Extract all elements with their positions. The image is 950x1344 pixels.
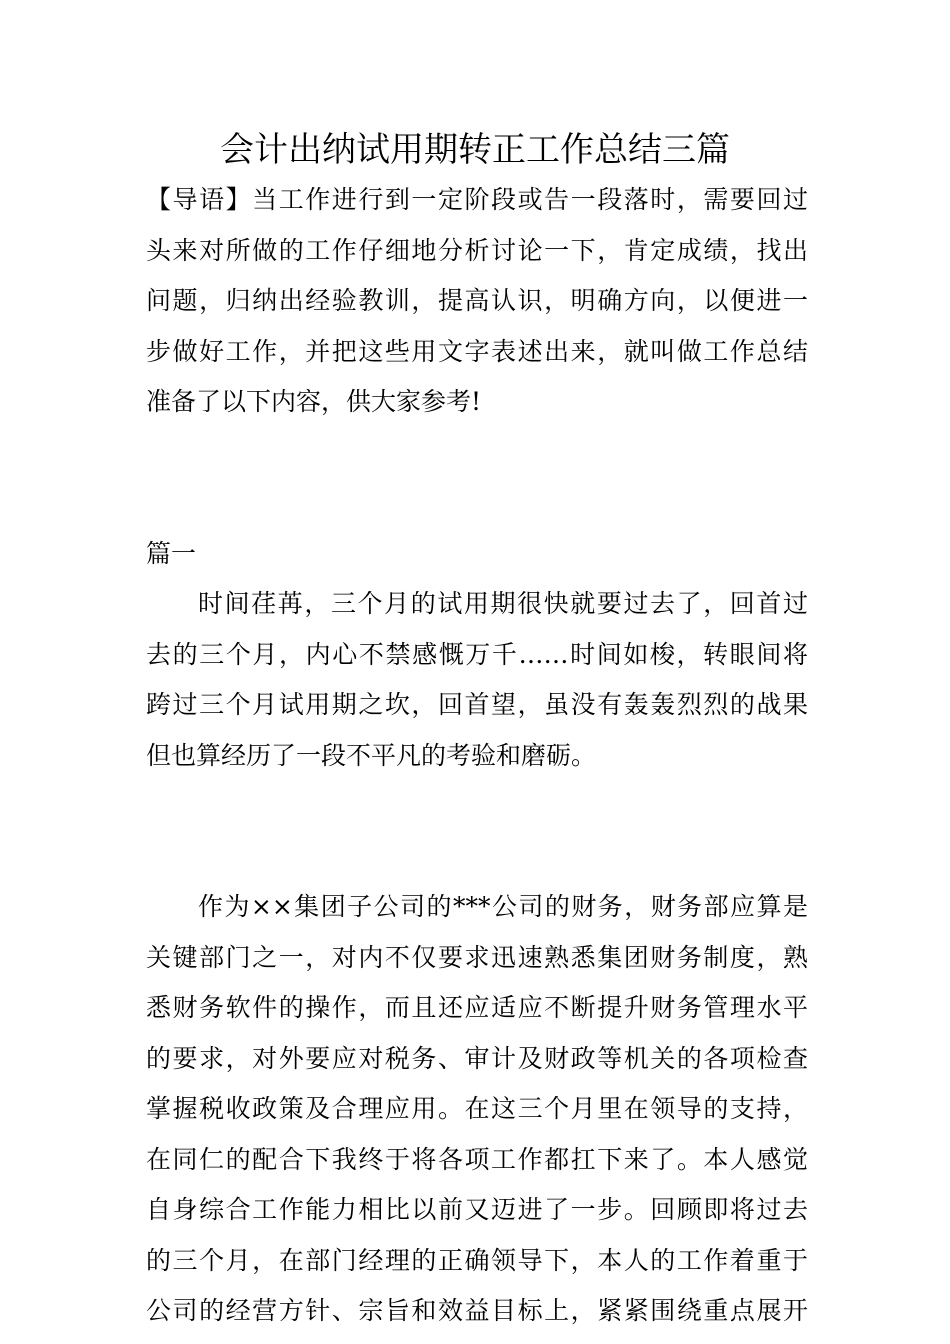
intro-line: 头来对所做的工作仔细地分析讨论一下，肯定成绩，找出 bbox=[146, 235, 808, 265]
spacer bbox=[146, 781, 808, 832]
spacer bbox=[146, 428, 808, 479]
paragraph-line: 在同仁的配合下我终于将各项工作都扛下来了。本人感觉 bbox=[146, 1144, 808, 1174]
document-title: 会计出纳试用期转正工作总结三篇 bbox=[220, 130, 730, 170]
intro-line: 步做好工作，并把这些用文字表述出来，就叫做工作总结 bbox=[146, 336, 808, 366]
paragraph-line: 掌握税收政策及合理应用。在这三个月里在领导的支持， bbox=[146, 1094, 808, 1123]
paragraph-line: 关键部门之一，对内不仅要求迅速熟悉集团财务制度，熟 bbox=[146, 942, 808, 972]
paragraph-line: 跨过三个月试用期之坎，回首望，虽没有轰轰烈烈的战果 bbox=[146, 690, 808, 719]
paragraph-line: 时间荏苒，三个月的试用期很快就要过去了，回首过 bbox=[198, 589, 808, 618]
paragraph-line: 但也算经历了一段不平凡的考验和磨砺。 bbox=[146, 740, 597, 770]
intro-paragraph bbox=[146, 175, 808, 428]
paragraph-1 bbox=[146, 579, 808, 781]
spacer bbox=[146, 478, 808, 529]
intro-line: 问题，归纳出经验教训，提高认识，明确方向，以便进一 bbox=[146, 286, 808, 315]
paragraph-line: 公司的经营方针、宗旨和效益目标上，紧紧围绕重点展开 bbox=[146, 1296, 808, 1325]
document-body bbox=[146, 175, 808, 1337]
paragraph-2 bbox=[146, 882, 808, 1337]
paragraph-line: 去的三个月，内心不禁感慨万千……时间如梭，转眼间将 bbox=[146, 639, 808, 669]
paragraph-line: 的三个月，在部门经理的正确领导下，本人的工作着重于 bbox=[146, 1245, 808, 1275]
section-label: 篇一 bbox=[146, 538, 197, 568]
spacer bbox=[146, 832, 808, 883]
intro-line: 【导语】当工作进行到一定阶段或告一段落时，需要回过 bbox=[146, 185, 808, 214]
paragraph-line: 的要求，对外要应对税务、审计及财政等机关的各项检查 bbox=[146, 1043, 808, 1073]
paragraph-line: 作为××集团子公司的***公司的财务，财务部应算是 bbox=[198, 892, 808, 921]
paragraph-line: 悉财务软件的操作，而且还应适应不断提升财务管理水平 bbox=[146, 993, 808, 1022]
paragraph-line: 自身综合工作能力相比以前又迈进了一步。回顾即将过去 bbox=[146, 1195, 808, 1224]
intro-line: 准备了以下内容，供大家参考! bbox=[146, 387, 482, 416]
